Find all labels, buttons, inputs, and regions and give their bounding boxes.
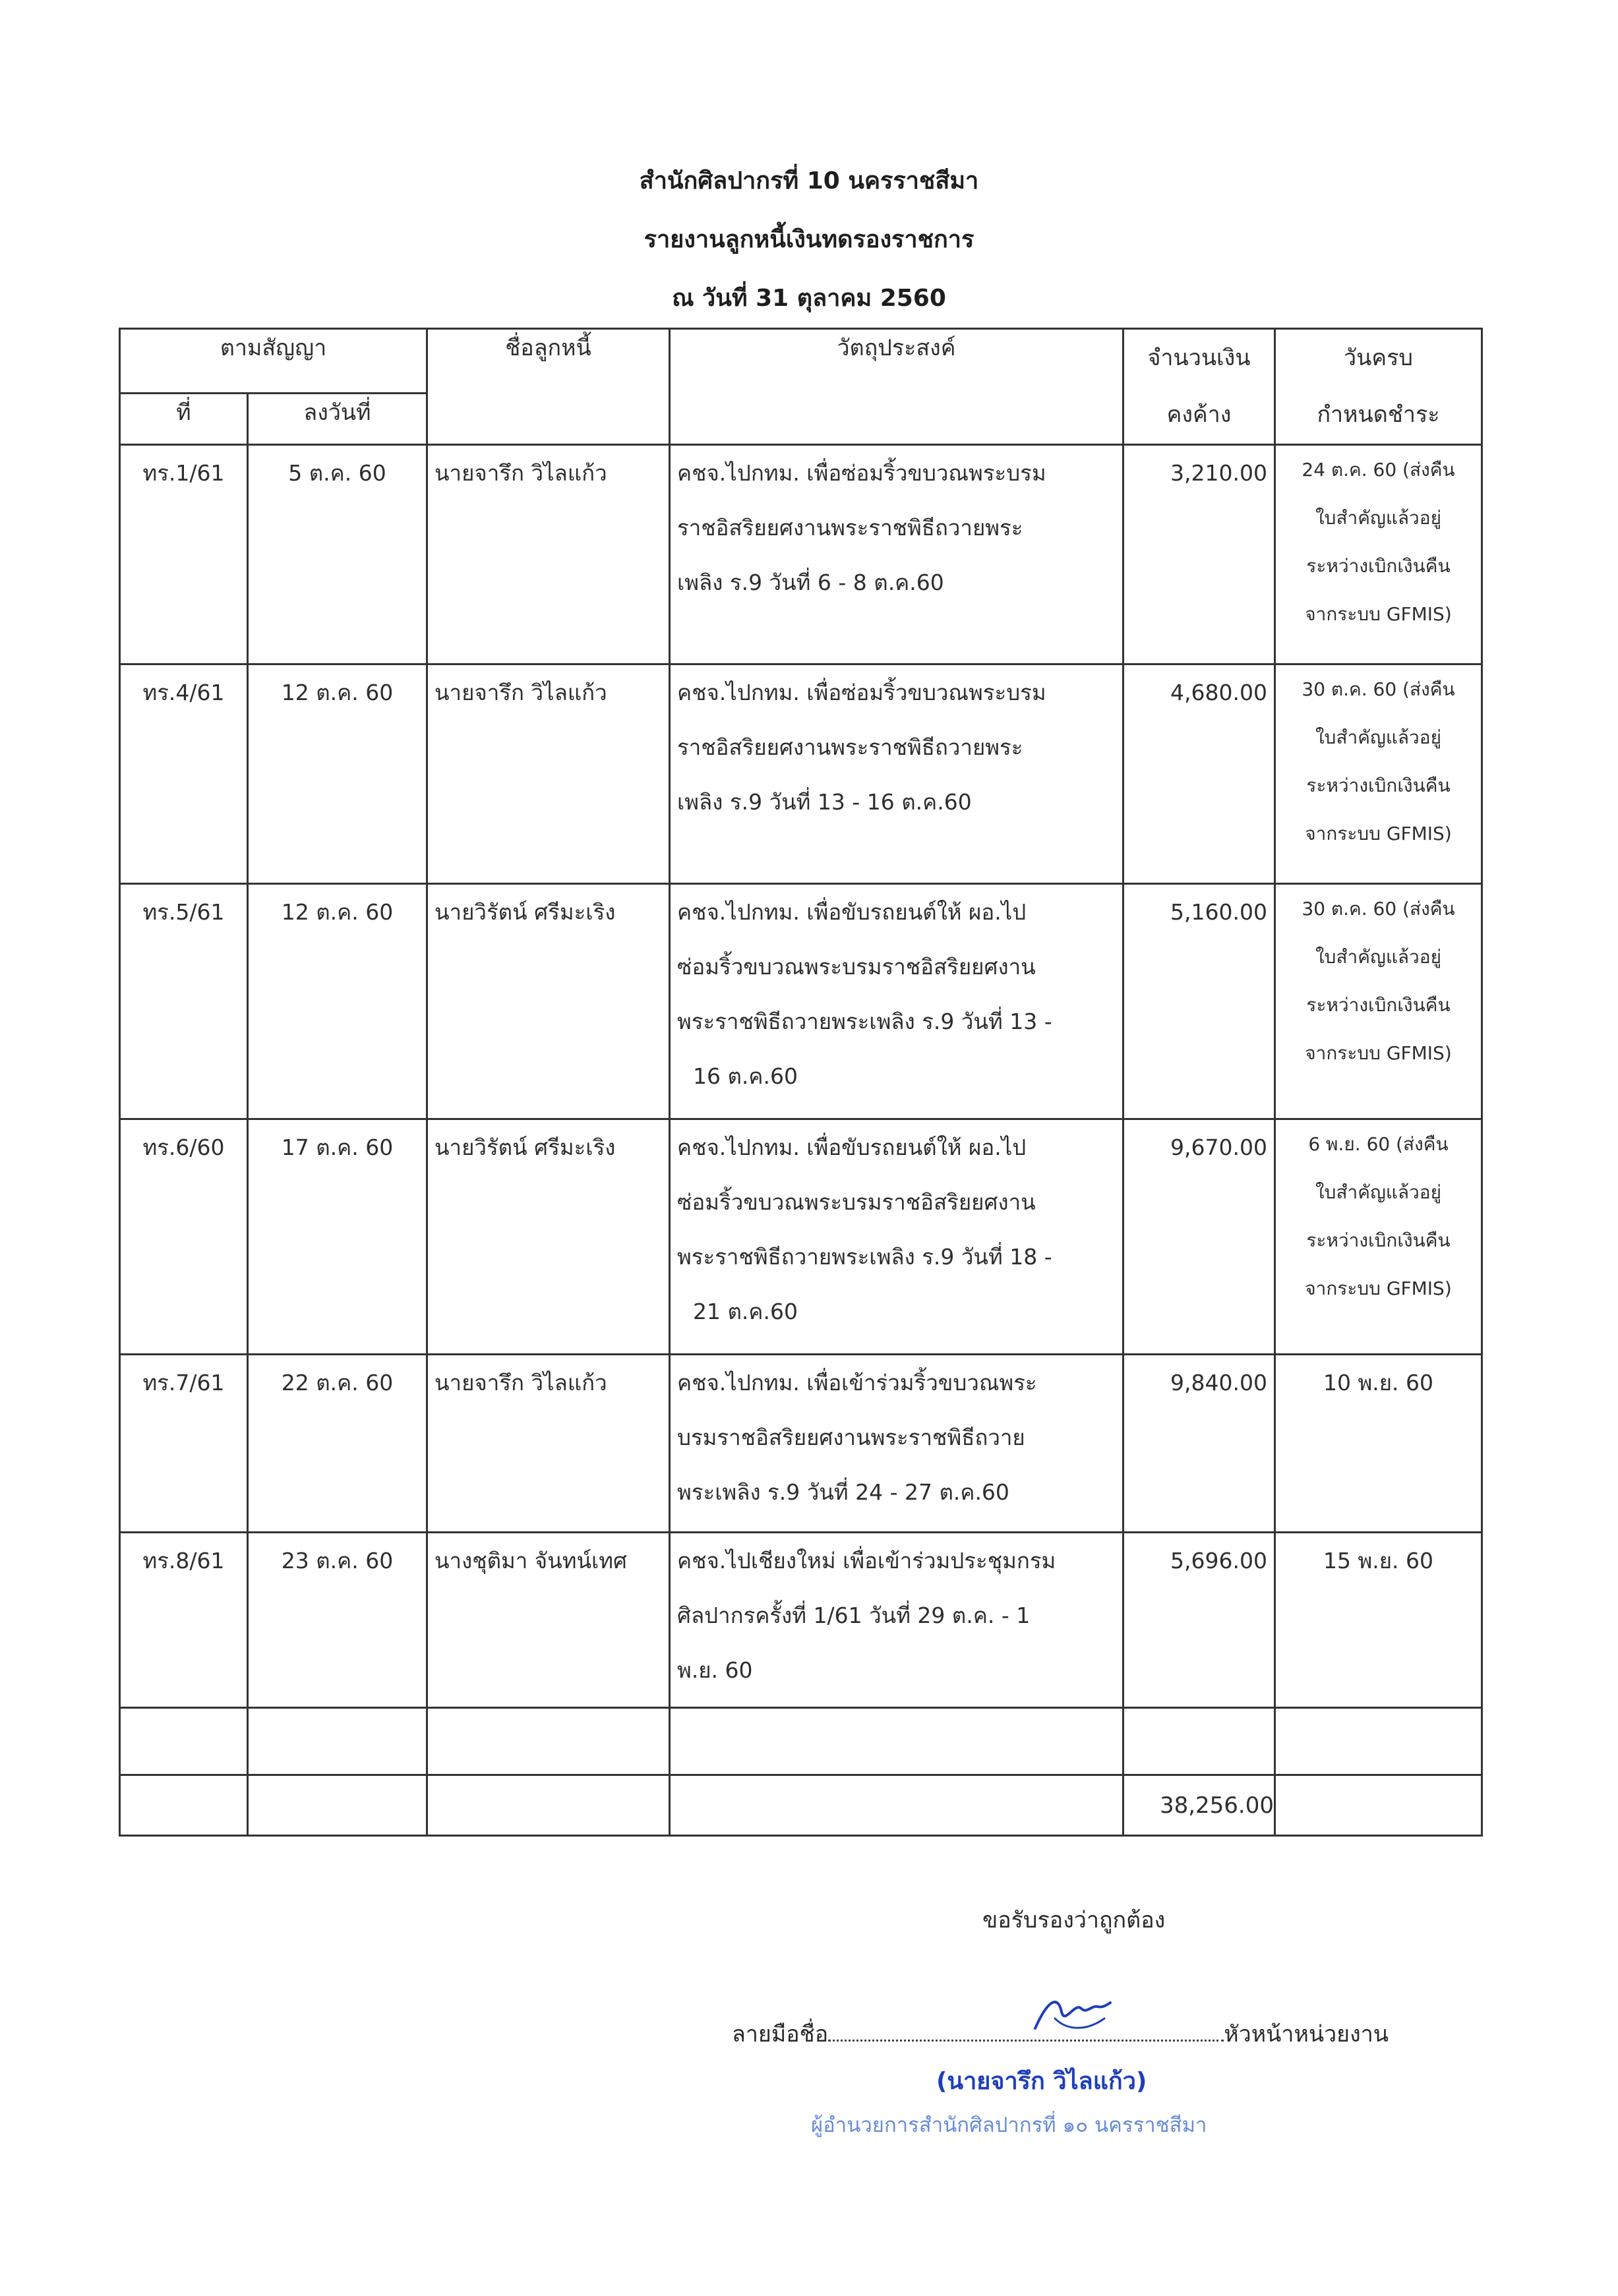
row-debtor: นายจารึก วิไลแก้ว [434, 460, 607, 486]
row-no: ทร.8/61 [142, 1548, 225, 1574]
amount-header-line1: จำนวนเงิน [1147, 345, 1251, 371]
signature-suffix: หัวหน้าหน่วยงาน [1224, 2021, 1389, 2047]
due-line: ใบสำคัญแล้วอยู่ [1315, 1181, 1441, 1203]
purpose-line: ซ่อมริ้วขบวณพระบรมราชอิสริยยศงาน [677, 954, 1036, 980]
amount-header-line2: คงค้าง [1166, 401, 1232, 428]
row-debtor: นางชุติมา จันทน์เทศ [434, 1548, 627, 1574]
total-row [120, 1775, 1482, 1836]
signature-prefix: ลายมือชื่อ [732, 2021, 829, 2047]
purpose-line: 21 ต.ค.60 [693, 1299, 798, 1324]
row-debtor: นายวิรัตน์ ศรีมะเริง [434, 899, 616, 925]
row-date: 17 ต.ค. 60 [281, 1134, 394, 1160]
purpose-line: คชจ.ไปเชียงใหม่ เพื่อเข้าร่วมประชุมกรม [677, 1548, 1056, 1574]
purpose-line: พระราชพิธีถวายพระเพลิง ร.9 วันที่ 18 - [677, 1244, 1052, 1270]
purpose-line: 16 ต.ค.60 [693, 1063, 798, 1089]
row-amount: 3,210.00 [1170, 460, 1267, 486]
empty-row [120, 1708, 1482, 1775]
row-no: ทร.6/60 [142, 1134, 225, 1160]
row-amount: 9,670.00 [1170, 1134, 1267, 1160]
due-header-line1: วันครบ [1344, 345, 1413, 371]
due-header-line2: กำหนดชำระ [1317, 401, 1440, 428]
due-line: ระหว่างเบิกเงินคืน [1306, 775, 1451, 796]
row-date: 23 ต.ค. 60 [281, 1548, 394, 1574]
due-line: 24 ต.ค. 60 (ส่งคืน [1302, 459, 1455, 481]
purpose-line: ราชอิสริยยศงานพระราชพิธีถวายพระ [677, 515, 1023, 541]
row-no: ทร.4/61 [142, 680, 225, 705]
due-line: 30 ต.ค. 60 (ส่งคืน [1302, 898, 1455, 920]
due-line: ใบสำคัญแล้วอยู่ [1315, 726, 1441, 748]
due-line: 30 ต.ค. 60 (ส่งคืน [1302, 678, 1455, 700]
certification-text: ขอรับรองว่าถูกต้อง [982, 1907, 1166, 1933]
row-amount: 5,160.00 [1170, 899, 1267, 925]
report-title: รายงานลูกหนี้เงินทดรองราชการ [644, 226, 974, 253]
purpose-line: ซ่อมริ้วขบวณพระบรมราชอิสริยยศงาน [677, 1189, 1036, 1215]
due-line: จากระบบ GFMIS) [1305, 603, 1452, 625]
row-no: ทร.7/61 [142, 1370, 225, 1396]
purpose-line: พ.ย. 60 [677, 1657, 753, 1683]
signer-name: (นายจารึก วิไลแก้ว) [936, 2068, 1147, 2095]
row-debtor: นายจารึก วิไลแก้ว [434, 1370, 607, 1396]
date-header: ลงวันที่ [248, 394, 427, 445]
purpose-line: เพลิง ร.9 วันที่ 13 - 16 ต.ค.60 [677, 789, 972, 815]
debtor-table [119, 328, 1483, 1837]
row-amount: 5,696.00 [1170, 1548, 1267, 1574]
purpose-line: เพลิง ร.9 วันที่ 6 - 8 ต.ค.60 [677, 570, 944, 595]
due-line: ใบสำคัญแล้วอยู่ [1315, 946, 1441, 968]
row-debtor: นายวิรัตน์ ศรีมะเริง [434, 1134, 616, 1160]
handwritten-signature [1029, 1992, 1114, 2038]
due-line: 15 พ.ย. 60 [1323, 1548, 1434, 1574]
table-row [120, 1119, 1482, 1355]
total-amount: 38,256.00 [1124, 1775, 1275, 1836]
due-header [1275, 329, 1482, 445]
due-line: จากระบบ GFMIS) [1305, 823, 1452, 844]
purpose-line: คชจ.ไปกทม. เพื่อขับรถยนต์ให้ ผอ.ไป [677, 899, 1027, 925]
official-stamp: ผู้อำนวยการสำนักศิลปากรที่ ๑๐ นครราชสีมา [811, 2113, 1207, 2137]
due-line: ใบสำคัญแล้วอยู่ [1315, 507, 1441, 529]
due-line: ระหว่างเบิกเงินคืน [1306, 555, 1451, 577]
due-line: ระหว่างเบิกเงินคืน [1306, 1229, 1451, 1251]
purpose-line: คชจ.ไปกทม. เพื่อเข้าร่วมริ้วขบวณพระ [677, 1370, 1037, 1396]
purpose-line: ศิลปากรครั้งที่ 1/61 วันที่ 29 ต.ค. - 1 [677, 1603, 1031, 1628]
row-date: 22 ต.ค. 60 [281, 1370, 394, 1396]
purpose-line: พระราชพิธีถวายพระเพลิง ร.9 วันที่ 13 - [677, 1009, 1052, 1034]
row-date: 12 ต.ค. 60 [281, 680, 394, 705]
no-header: ที่ [120, 394, 248, 445]
row-amount: 9,840.00 [1170, 1370, 1267, 1396]
due-line: 10 พ.ย. 60 [1323, 1370, 1434, 1396]
contract-header: ตามสัญญา [120, 329, 427, 394]
amount-header [1124, 329, 1275, 445]
table-row [120, 1355, 1482, 1533]
row-date: 12 ต.ค. 60 [281, 899, 394, 925]
row-no: ทร.5/61 [142, 899, 225, 925]
due-line: จากระบบ GFMIS) [1305, 1278, 1452, 1299]
signature-dotted-line [828, 2022, 1224, 2042]
purpose-line: บรมราชอิสริยยศงานพระราชพิธีถวาย [677, 1425, 1025, 1450]
purpose-line: คชจ.ไปกทม. เพื่อขับรถยนต์ให้ ผอ.ไป [677, 1134, 1027, 1160]
purpose-line: คชจ.ไปกทม. เพื่อซ่อมริ้วขบวณพระบรม [677, 680, 1046, 705]
purpose-line: คชจ.ไปกทม. เพื่อซ่อมริ้วขบวณพระบรม [677, 460, 1046, 486]
due-line: ระหว่างเบิกเงินคืน [1306, 994, 1451, 1016]
table-row [120, 1533, 1482, 1708]
purpose-line: ราชอิสริยยศงานพระราชพิธีถวายพระ [677, 734, 1023, 760]
debtor-header: ชื่อลูกหนี้ [427, 329, 670, 445]
due-line: 6 พ.ย. 60 (ส่งคืน [1308, 1133, 1449, 1155]
purpose-header: วัตถุประสงค์ [670, 329, 1124, 445]
row-no: ทร.1/61 [142, 460, 225, 486]
due-line: จากระบบ GFMIS) [1305, 1042, 1452, 1064]
row-amount: 4,680.00 [1170, 680, 1267, 705]
table-row [120, 445, 1482, 664]
purpose-line: พระเพลิง ร.9 วันที่ 24 - 27 ต.ค.60 [677, 1479, 1009, 1505]
report-date: ณ วันที่ 31 ตุลาคม 2560 [672, 285, 946, 312]
row-date: 5 ต.ค. 60 [288, 460, 386, 486]
office-title: สำนักศิลปากรที่ 10 นครราชสีมา [639, 167, 979, 194]
row-debtor: นายจารึก วิไลแก้ว [434, 680, 607, 705]
table-row [120, 884, 1482, 1119]
table-row [120, 664, 1482, 884]
